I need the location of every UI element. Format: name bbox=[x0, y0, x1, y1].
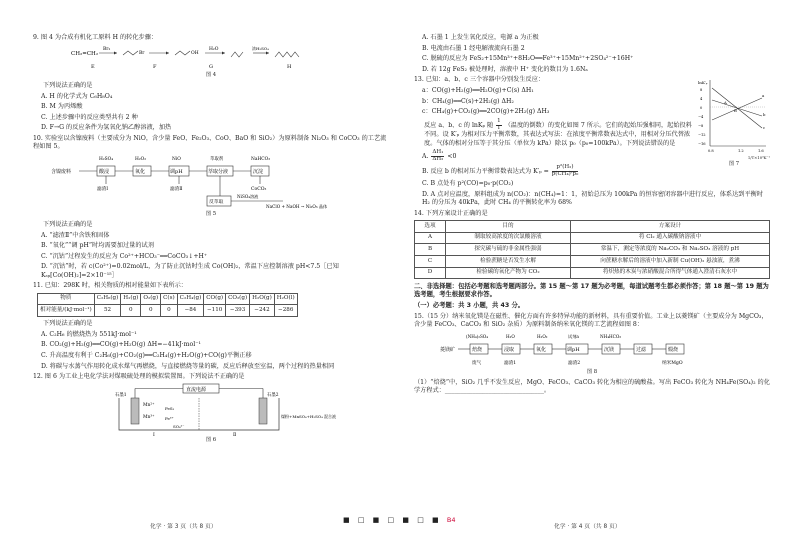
flow-start: 菱镁矿 bbox=[440, 347, 456, 354]
svg-text:焙烧: 焙烧 bbox=[472, 347, 483, 354]
q10-option-d: D. “沉钴”时，若 c(Co²⁺)=0.02mol/L，为了防止沉钴时生成 Co(OH)₂，常温下应控制溶液 pH<7.5［已知 Kₛₚ[Co(OH)₂]=2×10⁻¹⁵］ bbox=[41, 263, 339, 279]
svg-text:氧化: 氧化 bbox=[135, 168, 146, 175]
extra-reagents: NiSO₄溶液 bbox=[237, 193, 259, 199]
q11-question: 下列说法正确的是 bbox=[43, 320, 93, 327]
graphite-2 bbox=[259, 398, 267, 424]
q11-option-a: A. C₂H₆ 的燃烧热为 551kJ·mol⁻¹ bbox=[41, 330, 137, 338]
label-h: H bbox=[287, 63, 292, 70]
q14-stem: 14. 下列方案设计正确的是 bbox=[414, 209, 488, 217]
q12-option-a: A. 石墨 1 上发生氧化反应，电源 a 为正极 bbox=[422, 34, 539, 41]
region-1-label: Ⅰ bbox=[153, 432, 155, 438]
table-row: B 探究碳与硫的非金属性强弱 常温下，测定等浓度的 Na₂CO₃ 和 Na₂SO₃ 溶液的 pH bbox=[415, 244, 770, 256]
residue-1: 滤渣1 bbox=[504, 361, 517, 367]
region-2-label: Ⅱ bbox=[233, 432, 237, 438]
right-page bbox=[414, 34, 770, 398]
q13-reaction-b: b：CH₄(g)══C(s)+2H₂(g) ΔH₂ bbox=[422, 97, 514, 105]
svg-text:调pH: 调pH bbox=[170, 168, 183, 175]
svg-text:1.6: 1.6 bbox=[758, 149, 764, 154]
residue-2: 滤渣Ⅱ bbox=[170, 186, 183, 192]
reagent-ammonium-sulfate: (NH₄)₂SO₄ bbox=[466, 334, 488, 340]
svg-text:过滤: 过滤 bbox=[636, 347, 647, 354]
q10-option-b: B. “氧化”“调 pH”时均需要加过量的试剂 bbox=[41, 242, 154, 250]
q9-option-a: A. H 的化学式为 C₆H₈O₄ bbox=[41, 92, 113, 100]
svg-text:酸浸: 酸浸 bbox=[99, 168, 110, 175]
graph-ylabel: lnK′ₚ bbox=[698, 80, 708, 86]
q13-option-a: A. $\frac{\text{ΔH₁}}{\text{ΔH₂}}$ <0 bbox=[422, 149, 457, 163]
q13-description: 反应 a、b、c 的 lnKₚ 随 $\frac{1}{T}$ （温度的倒数）的变化如图 7 所示。它们的起始压强相同，起始投料不同。设 K′ₚ 为相对压力平衡常数，其表达式写法：在浓度平衡常数表达式中，用相对分压代替浓度。气体的相对分压等于其分压（单位为 kPa）除以 p₀（p₀=100kPa）。下列说法错误的是 bbox=[424, 117, 692, 147]
svg-text:0.8: 0.8 bbox=[708, 149, 714, 154]
fig6-caption: 图 6 bbox=[205, 436, 217, 443]
fig8-caption: 图 8 bbox=[586, 369, 598, 376]
mixture-label: 煤粉+MnSO₄+H₂SO₄ 混合液 bbox=[281, 413, 336, 419]
q9-option-d: D. F→G 的反应条件为氢氧化钠乙醇溶液，加热 bbox=[41, 124, 172, 132]
point-a: A bbox=[724, 100, 727, 106]
q12-stem: 12. 图 6 为工业上电化学法对煤吸硫处理的模拟装置图。下列说法不正确的是 bbox=[33, 373, 245, 381]
svg-text:调pH: 调pH bbox=[567, 347, 580, 354]
q11-option-b: B. CO₂(g)+H₂(g)══CO(g)+H₂O(g) ΔH=−41kJ·mol⁻¹ bbox=[41, 341, 201, 349]
svg-text:浸取: 浸取 bbox=[504, 347, 515, 354]
svg-text:Br: Br bbox=[139, 50, 145, 56]
svg-text:1.2: 1.2 bbox=[738, 149, 744, 154]
svg-text:−4: −4 bbox=[698, 115, 704, 120]
table-row: D 检验碳的氧化产物为 CO₂ 将炽热的木炭与浓硝酸混合所得气体通入澄清石灰水中 bbox=[415, 267, 770, 279]
flow-box-leach bbox=[502, 344, 520, 354]
page-footer-right: 化学 · 第 4 页（共 8 页） bbox=[554, 524, 621, 530]
q13-option-c: C. B 点处有 p²(CO)=p₀·p(CO₂) bbox=[422, 180, 514, 188]
flow-box-4 bbox=[207, 166, 233, 176]
formula-e: CH₂=CH₂ bbox=[71, 50, 99, 57]
table-row: 相对能量/(kJ·mol⁻¹) 52 0 0 0 −84 −110 −393 −242 −286 bbox=[38, 305, 298, 317]
svg-text:−8: −8 bbox=[698, 124, 704, 129]
q15-flow-diagram bbox=[440, 332, 740, 368]
figure-6 bbox=[113, 384, 389, 436]
table-row: A 制取较高浓度的次氯酸溶液 将 Cl₂ 通入碳酸钠溶液中 bbox=[415, 232, 770, 244]
reagent-h2o2: H₂O₂ bbox=[135, 156, 146, 162]
reagent-h2so4: H₂SO₄ bbox=[99, 156, 113, 162]
svg-text:沉镁: 沉镁 bbox=[604, 347, 615, 354]
flow-box-calcine bbox=[666, 344, 684, 354]
fig4-caption: 图 4 bbox=[205, 71, 217, 78]
extra-output: NaClO + NaOH → Ni₂O₃ 晶体 bbox=[266, 203, 328, 209]
q13-stem: 13. 已知：a、b、c 三个容器中分别发生反应： bbox=[414, 76, 545, 84]
reagent-water: H₂O bbox=[506, 334, 515, 340]
section-2-subheading: （一）必考题：共 3 小题，共 43 分。 bbox=[414, 302, 525, 310]
q13-option-b: B. 反应 b 的相对压力平衡常数表达式为 K′ₚ = $\frac{\text{p²(H₂)}}{\text{p(CH₄)·p₀}}$ bbox=[422, 164, 579, 178]
label-e: E bbox=[91, 63, 95, 70]
q11-option-d: D. 将碳与水蒸气作用转化成水煤气再燃烧，与直接燃烧等量的碳，反应后释放至室温，两个过程的热量相同 bbox=[41, 362, 335, 370]
figure-8 bbox=[440, 332, 770, 368]
reagent-4: 浓H₂SO₄ bbox=[252, 45, 269, 51]
svg-text:氧化: 氧化 bbox=[536, 347, 547, 354]
q9-option-b: B. M 为丙烯酸 bbox=[41, 103, 83, 111]
table-row: C 检验蔗糖是否发生水解 向蔗糖水解后的溶液中加入新制 Cu(OH)₂ 悬浊液，煮沸 bbox=[415, 255, 770, 267]
reagent-a: 试剂a bbox=[568, 334, 579, 340]
page-marks bbox=[343, 516, 456, 525]
flow-box-2 bbox=[133, 166, 151, 176]
graphite-1-label: 石墨1 bbox=[115, 392, 127, 398]
point-b: B bbox=[734, 108, 737, 114]
q13-option-d: D. A 点对应温度，原料组成为 n(CO₂)：n(CH₄)=1：1，初始总压为 100kPa 的恒容密闭容器中进行反应，体系达到平衡时 H₂ 的分压为 40kPa，此时 CH₄ 的平衡转化率为 68% bbox=[422, 190, 764, 206]
q11-energy-table bbox=[37, 293, 298, 317]
residue-2: 滤渣2 bbox=[568, 361, 581, 367]
figure-4 bbox=[69, 45, 389, 71]
q12-option-b: B. 电流由石墨 1 经电解液流向石墨 2 bbox=[422, 44, 525, 52]
fes2-label: FeS₂ bbox=[165, 405, 175, 411]
q11-option-c: C. 升高温度有利于 C₂H₆(g)+CO₂(g)══C₂H₄(g)+H₂O(g)+CO(g)平衡正移 bbox=[41, 351, 252, 359]
flow-start: 含镍废料 bbox=[51, 168, 72, 175]
flow-box-oxidize bbox=[534, 344, 552, 354]
paper-code: B4 bbox=[446, 516, 456, 524]
residue-1: 滤渣Ⅰ bbox=[97, 186, 109, 192]
fig5-caption: 图 5 bbox=[205, 210, 217, 217]
q9-synthesis-diagram bbox=[69, 45, 319, 71]
curve-b bbox=[712, 100, 762, 116]
flow-box-roast bbox=[470, 344, 488, 354]
q13-lnk-graph bbox=[698, 76, 770, 154]
reagent-nh4hco3: NH₄HCO₃ bbox=[600, 334, 621, 340]
label-g: G bbox=[209, 63, 213, 70]
reagent-h2o2: H₂O₂ bbox=[537, 334, 548, 340]
q9-option-c: C. 上述步骤中的反应类型共有 2 种 bbox=[41, 113, 138, 121]
fig7-caption: 图 7 bbox=[728, 160, 740, 167]
label-f: F bbox=[153, 63, 157, 70]
marker-squares: ■ □ ■ □ ■ □ ■ bbox=[343, 516, 442, 524]
graphite-1 bbox=[131, 398, 139, 424]
svg-text:反萃取: 反萃取 bbox=[209, 199, 224, 205]
q10-flow-diagram bbox=[51, 154, 351, 210]
q12-electrolysis-diagram bbox=[113, 384, 336, 438]
graph-xlabel: 1/T×10³K⁻¹ bbox=[747, 154, 770, 160]
reagent-1: Br₂ bbox=[103, 46, 111, 52]
svg-text:煅烧: 煅烧 bbox=[668, 347, 679, 354]
q15-stem: 15.（15 分）纳米氧化镁是在磁性、催化方面有许多特异功能的新材料，具有重要价值。工业上以菱镁矿（主要成分为 MgCO₃，含少量 FeCO₃、CaCO₃ 和 SiO₂ 杂质）为原料制备纳米氧化镁的工艺流程如图 8： bbox=[414, 313, 768, 329]
svg-text:OH: OH bbox=[191, 50, 199, 56]
flow-box-precipitate bbox=[602, 344, 620, 354]
svg-text:b: b bbox=[763, 112, 766, 118]
flow-box-back-extraction bbox=[207, 196, 231, 206]
nano-mgo: 纳米MgO bbox=[662, 361, 683, 367]
svg-text:a: a bbox=[762, 93, 765, 99]
svg-text:4: 4 bbox=[700, 97, 703, 102]
table-header-row: 选项 目的 方案设计 bbox=[415, 221, 770, 233]
flow-box-adjust-ph bbox=[566, 344, 588, 354]
svg-text:c: c bbox=[763, 125, 766, 131]
svg-text:−12: −12 bbox=[698, 133, 706, 138]
q12-option-c: C. 脱硫的反应为 FeS₂+15Mn³⁺+8H₂O══Fe³⁺+15Mn²⁺+2SO₄²⁻+16H⁺ bbox=[422, 55, 634, 63]
q15-sub1: （1）“焙烧”中，SiO₂ 几乎不发生反应，MgO、FeCO₃、CaCO₃ 转化为相应的硫酸盐。写出 FeCO₃ 转化为 NH₄Fe(SO₄)₂ 的化学方程式：________________________________。 bbox=[414, 379, 770, 395]
ion-so4: SO₄²⁻ bbox=[173, 423, 185, 429]
svg-text:−16: −16 bbox=[698, 142, 706, 147]
q10-option-a: A. “滤渣Ⅱ”中含铁和固体 bbox=[41, 231, 110, 239]
figure-5 bbox=[51, 154, 389, 210]
waste-gas: 废气 bbox=[472, 361, 482, 367]
q10-stem: 10. 实验室以含镍废料（主要成分为 NiO，含少量 FeO、Fe₂O₃、CoO、BaO 和 SiO₂）为原料制备 Ni₂O₃ 和 CoCO₃ 的工艺流程如图 5。 bbox=[33, 134, 387, 151]
q9-stem: 9. 图 4 为合成有机化工原料 H 的转化步骤： bbox=[33, 34, 158, 41]
q12-option-d: D. 若 12g FeS₂ 被处理时，溶液中 H⁺ 变化的数目为 1.6Nₐ bbox=[422, 65, 588, 73]
flow-box-1 bbox=[97, 166, 115, 176]
flow-box-5 bbox=[251, 166, 269, 176]
q11-stem: 11. 已知：298K 时，相关物质的相对能量如下表所示： bbox=[33, 282, 187, 290]
curve-a bbox=[712, 98, 762, 120]
q13-reaction-c: c：CH₄(g)+CO₂(g)══2CO(g)+2H₂(g) ΔH₃ bbox=[422, 108, 550, 116]
ion-fe3: Fe³⁺ bbox=[165, 415, 174, 421]
page-footer-left: 化学 · 第 3 页（共 8 页） bbox=[150, 524, 217, 530]
reagent-nahco3: NaHCO₃ bbox=[251, 156, 271, 162]
left-page bbox=[33, 34, 389, 447]
svg-text:萃取分液: 萃取分液 bbox=[208, 168, 229, 175]
section-2-heading: 二、非选择题：包括必考题和选考题两部分。第 15 题～第 17 题为必考题，每道试题考生都必须作答；第 18 题～第 19 题为选考题，考生根据要求作答。 bbox=[414, 283, 769, 299]
q13-reaction-a: a：CO(g)+H₂(g)══H₂O(g)+C(s) ΔH₁ bbox=[422, 87, 534, 95]
q10-question: 下列说法正确的是 bbox=[43, 220, 93, 228]
ion-mn2: Mn²⁺ bbox=[143, 402, 155, 408]
svg-text:0: 0 bbox=[700, 106, 703, 111]
dc-power-label: 直流电源 bbox=[186, 386, 207, 393]
q10-option-c: C. “沉钴”过程发生的反应为 Co²⁺+HCO₃⁻══CoCO₃↓+H⁺ bbox=[41, 252, 208, 260]
figure-7 bbox=[698, 76, 770, 170]
graphite-2-label: 石墨2 bbox=[267, 392, 279, 398]
flow-box-3 bbox=[169, 166, 189, 176]
ion-mn3: Mn³⁺ bbox=[143, 414, 155, 420]
reagent-3: H₂O bbox=[209, 46, 219, 52]
q9-question: 下列说法正确的是 bbox=[43, 81, 93, 89]
q14-option-table bbox=[414, 220, 770, 279]
svg-text:8: 8 bbox=[700, 88, 703, 93]
svg-text:沉淀: 沉淀 bbox=[253, 168, 264, 175]
table-header-row: 物质 C₂H₆(g) H₂(g) O₂(g) C(s) C₂H₄(g) CO(g) CO₂(g) H₂O(g) H₂O(l) bbox=[38, 293, 298, 305]
reagent-nio: NiO bbox=[172, 156, 181, 162]
flow-box-filter bbox=[634, 344, 652, 354]
reagent-extractant: 萃取剂 bbox=[210, 156, 224, 162]
product-coco3: CoCO₃ bbox=[251, 186, 267, 192]
